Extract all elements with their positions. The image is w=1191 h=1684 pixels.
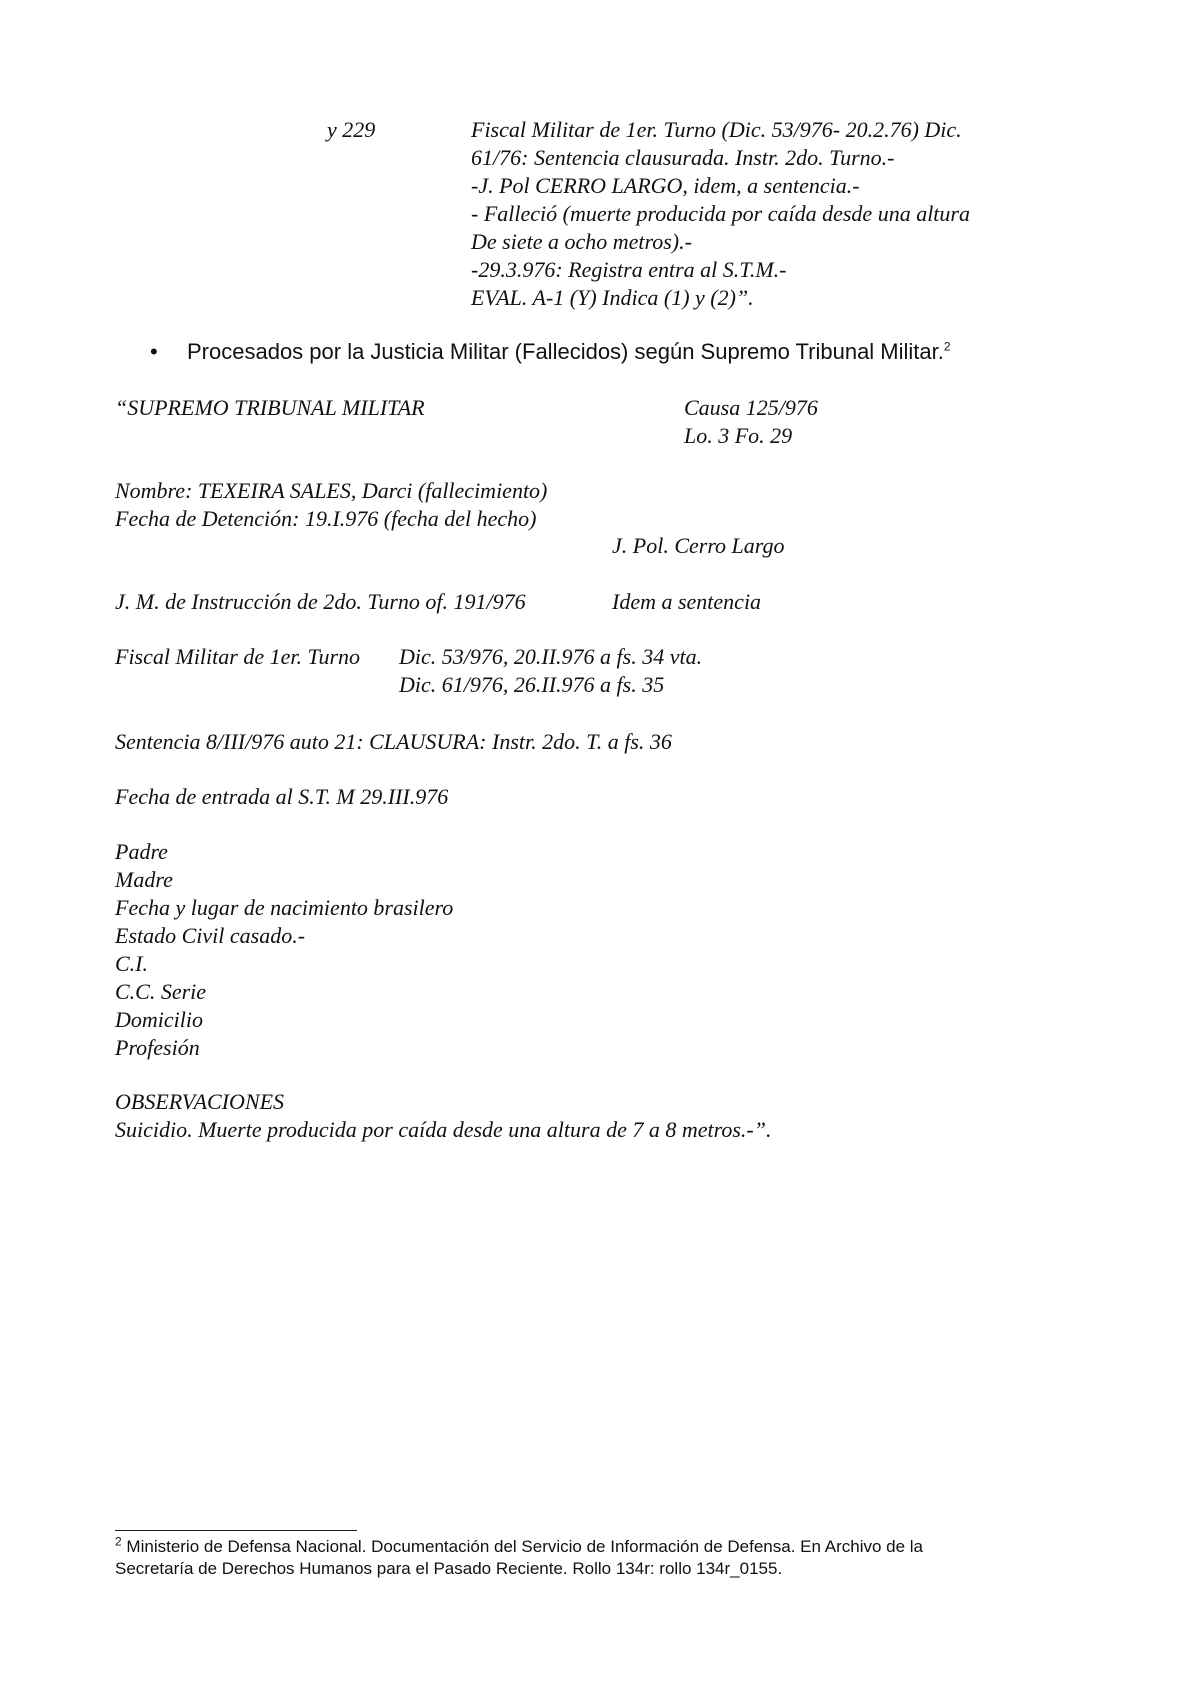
personal-field: C.C. Serie <box>115 979 207 1004</box>
top-record-line: - Falleció (muerte producida por caída desde una altura <box>471 201 970 226</box>
bullet-text: Procesados por la Justicia Militar (Fallecidos) según Supremo Tribunal Militar. <box>187 339 944 364</box>
top-record-line: 61/76: Sentencia clausurada. Instr. 2do. Turno.- <box>471 145 895 170</box>
personal-field: Domicilio <box>115 1007 203 1032</box>
footnote-divider <box>115 1530 357 1531</box>
instruccion-field: J. M. de Instrucción de 2do. Turno of. 191/976 <box>115 589 526 614</box>
top-record-line: EVAL. A-1 (Y) Indica (1) y (2)”. <box>471 285 754 310</box>
record-header: “SUPREMO TRIBUNAL MILITAR <box>115 395 425 420</box>
fecha-detencion-field: Fecha de Detención: 19.I.976 (fecha del hecho) <box>115 506 537 531</box>
personal-field: Estado Civil casado.- <box>115 923 306 948</box>
fiscal-dic-2: Dic. 61/976, 26.II.976 a fs. 35 <box>399 672 665 697</box>
observaciones-text: Suicidio. Muerte producida por caída desde una altura de 7 a 8 metros.-”. <box>115 1117 772 1142</box>
personal-field: Madre <box>115 867 173 892</box>
footnote <box>115 1536 923 1580</box>
personal-field: Padre <box>115 839 168 864</box>
footnote-line-2: Secretaría de Derechos Humanos para el Pasado Reciente. Rollo 134r: rollo 134r_0155. <box>115 1559 783 1578</box>
footnote-line-1: Ministerio de Defensa Nacional. Documentación del Servicio de Información de Defensa. En Archivo de la <box>126 1537 924 1556</box>
top-record-left-label: y 229 <box>327 117 376 142</box>
personal-fields <box>115 838 453 1062</box>
nombre-field: Nombre: TEXEIRA SALES, Darci (fallecimiento) <box>115 478 548 503</box>
personal-field: C.I. <box>115 951 148 976</box>
bullet-text-line <box>187 338 951 366</box>
bullet-symbol: • <box>150 339 158 364</box>
fiscal-label: Fiscal Militar de 1er. Turno <box>115 644 361 669</box>
fecha-entrada-field: Fecha de entrada al S.T. M 29.III.976 <box>115 784 449 809</box>
causa-number: Causa 125/976 <box>684 395 818 420</box>
instruccion-right: Idem a sentencia <box>612 589 762 614</box>
sentencia-field: Sentencia 8/III/976 auto 21: CLAUSURA: Instr. 2do. T. a fs. 36 <box>115 729 672 754</box>
top-record-line: De siete a ocho metros).- <box>471 229 692 254</box>
footnote-number: 2 <box>115 1534 122 1549</box>
top-record-text <box>471 116 970 312</box>
top-record-line: -J. Pol CERRO LARGO, idem, a sentencia.- <box>471 173 860 198</box>
fiscal-dic-1: Dic. 53/976, 20.II.976 a fs. 34 vta. <box>399 644 703 669</box>
juzgado-policial: J. Pol. Cerro Largo <box>612 533 785 558</box>
footnote-ref[interactable]: 2 <box>943 339 951 354</box>
personal-field: Fecha y lugar de nacimiento brasilero <box>115 895 454 920</box>
top-record-line: -29.3.976: Registra entra al S.T.M.- <box>471 257 787 282</box>
folio-ref: Lo. 3 Fo. 29 <box>684 423 793 448</box>
observaciones-title: OBSERVACIONES <box>115 1089 285 1114</box>
personal-field: Profesión <box>115 1035 200 1060</box>
top-record-line: Fiscal Militar de 1er. Turno (Dic. 53/976- 20.2.76) Dic. <box>471 117 962 142</box>
